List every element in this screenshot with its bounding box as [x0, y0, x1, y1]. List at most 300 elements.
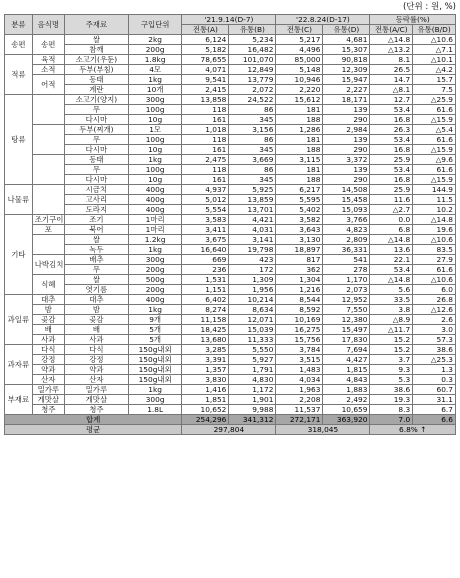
change-bd-cell: △7.1 — [413, 45, 456, 55]
trad-a-cell: 1,531 — [182, 275, 229, 285]
unit-cell: 400g — [128, 185, 181, 195]
trad-c-cell: 3,515 — [276, 355, 323, 365]
dist-b-cell: 1,172 — [229, 385, 276, 395]
unit-cell: 1kg — [128, 385, 181, 395]
dist-b-cell: 1,901 — [229, 395, 276, 405]
change-ac-cell: △14.8 — [370, 275, 413, 285]
change-bd-cell: △10.6 — [413, 35, 456, 45]
total-b: 341,312 — [229, 415, 276, 425]
change-bd-cell: 26.8 — [413, 295, 456, 305]
unit-cell: 1모 — [128, 125, 181, 135]
table-row — [5, 405, 456, 415]
trad-c-cell: 10,169 — [276, 315, 323, 325]
unit-cell: 10g — [128, 115, 181, 125]
unit-cell: 200g — [128, 45, 181, 55]
change-ac-cell: △8.1 — [370, 85, 413, 95]
trad-c-cell: 1,483 — [276, 365, 323, 375]
unit-cell: 150g내외 — [128, 375, 181, 385]
change-ac-cell: 25.9 — [370, 185, 413, 195]
trad-c-cell: 15,756 — [276, 335, 323, 345]
trad-a-cell: 6,402 — [182, 295, 229, 305]
change-bd-cell: 61.6 — [413, 165, 456, 175]
category-cell: 나물류 — [5, 185, 33, 215]
dist-b-cell: 5,234 — [229, 35, 276, 45]
change-bd-cell: 2.6 — [413, 315, 456, 325]
change-bd-cell: 61.6 — [413, 105, 456, 115]
category-cell: 부재료 — [5, 385, 33, 415]
ingredient-cell: 다시마 — [64, 115, 128, 125]
ingredient-cell: 다시마 — [64, 175, 128, 185]
header-trad-c: 전통(C) — [276, 25, 323, 35]
dist-b-cell: 345 — [229, 115, 276, 125]
table-row — [5, 135, 456, 145]
trad-a-cell: 161 — [182, 175, 229, 185]
change-bd-cell: 31.1 — [413, 395, 456, 405]
dist-b-cell: 5,925 — [229, 185, 276, 195]
dist-d-cell: 1,815 — [323, 365, 370, 375]
change-bd-cell: 11.5 — [413, 195, 456, 205]
dist-b-cell: 3,141 — [229, 235, 276, 245]
unit-cell: 150g내외 — [128, 345, 181, 355]
change-ac-cell: 22.1 — [370, 255, 413, 265]
trad-a-cell: 3,285 — [182, 345, 229, 355]
dist-d-cell: 2,809 — [323, 235, 370, 245]
food-cell: 포 — [32, 225, 64, 235]
unit-cell: 200g — [128, 265, 181, 275]
ingredient-cell: 무 — [64, 135, 128, 145]
change-bd-cell: 57.3 — [413, 335, 456, 345]
table-row — [5, 345, 456, 355]
change-ac-cell: 14.7 — [370, 75, 413, 85]
table-row — [5, 95, 456, 105]
food-cell: 조기구이 — [32, 215, 64, 225]
header-trad-a: 전통(A) — [182, 25, 229, 35]
change-bd-cell: 6.7 — [413, 405, 456, 415]
dist-d-cell: 4,823 — [323, 225, 370, 235]
change-ac-cell: 13.6 — [370, 245, 413, 255]
trad-a-cell: 1,357 — [182, 365, 229, 375]
ingredient-cell: 참깨 — [64, 45, 128, 55]
dist-b-cell: 86 — [229, 165, 276, 175]
category-cell: 탕류 — [5, 95, 33, 185]
dist-d-cell: 139 — [323, 135, 370, 145]
table-row — [5, 45, 456, 55]
food-cell: 강정 — [32, 355, 64, 365]
header-dist-b: 유통(B) — [229, 25, 276, 35]
unit-cell: 150g내외 — [128, 365, 181, 375]
change-bd-cell: △10.1 — [413, 55, 456, 65]
change-bd-cell: 19.6 — [413, 225, 456, 235]
trad-a-cell: 5,182 — [182, 45, 229, 55]
trad-c-cell: 10,946 — [276, 75, 323, 85]
category-cell: 적류 — [5, 55, 33, 95]
food-cell — [32, 95, 64, 125]
ingredient-cell: 무 — [64, 265, 128, 275]
table-row — [5, 195, 456, 205]
ingredient-cell: 무 — [64, 165, 128, 175]
dist-d-cell: 139 — [323, 105, 370, 115]
change-bd-cell: △15.9 — [413, 115, 456, 125]
dist-b-cell: 12,071 — [229, 315, 276, 325]
dist-d-cell: 278 — [323, 265, 370, 275]
trad-c-cell: 4,034 — [276, 375, 323, 385]
header-trad-ac: 전통(A/C) — [370, 25, 413, 35]
trad-a-cell: 18,425 — [182, 325, 229, 335]
unit-cell: 1마리 — [128, 215, 181, 225]
food-cell — [32, 125, 64, 155]
dist-b-cell: 15,039 — [229, 325, 276, 335]
unit-cell: 1kg — [128, 245, 181, 255]
ingredient-cell: 두부(부침) — [64, 65, 128, 75]
unit-cell: 100g — [128, 135, 181, 145]
trad-c-cell: 3,130 — [276, 235, 323, 245]
trad-c-cell: 8,592 — [276, 305, 323, 315]
dist-d-cell: 17,830 — [323, 335, 370, 345]
change-bd-cell: 38.6 — [413, 345, 456, 355]
unit-cell: 300g — [128, 95, 181, 105]
ingredient-cell: 녹두 — [64, 245, 128, 255]
unit-cell: 400g — [128, 195, 181, 205]
trad-c-cell: 362 — [276, 265, 323, 275]
ingredient-cell: 쌀 — [64, 35, 128, 45]
ingredient-cell: 다식 — [64, 345, 128, 355]
food-cell: 식혜 — [32, 275, 64, 295]
unit-cell: 1.8kg — [128, 55, 181, 65]
dist-d-cell: 1,170 — [323, 275, 370, 285]
dist-b-cell: 4,421 — [229, 215, 276, 225]
food-cell: 어적 — [32, 75, 64, 95]
table-row — [5, 65, 456, 75]
change-bd-cell: 0.3 — [413, 375, 456, 385]
ingredient-cell: 약과 — [64, 365, 128, 375]
change-ac-cell: 38.6 — [370, 385, 413, 395]
change-ac-cell: 16.8 — [370, 145, 413, 155]
trad-c-cell: 181 — [276, 135, 323, 145]
dist-d-cell: 15,093 — [323, 205, 370, 215]
unit-cell: 1마리 — [128, 225, 181, 235]
change-ac-cell: 6.8 — [370, 225, 413, 235]
dist-b-cell: 24,522 — [229, 95, 276, 105]
ingredient-cell: 쌀 — [64, 275, 128, 285]
header-period1: '21.9.14(D-7) — [182, 15, 276, 25]
dist-b-cell: 172 — [229, 265, 276, 275]
change-ac-cell: 26.5 — [370, 65, 413, 75]
change-ac-cell: △13.2 — [370, 45, 413, 55]
dist-d-cell: 12,380 — [323, 315, 370, 325]
change-bd-cell: △4.2 — [413, 65, 456, 75]
dist-d-cell: 15,947 — [323, 75, 370, 85]
trad-c-cell: 2,220 — [276, 85, 323, 95]
change-bd-cell: 3.0 — [413, 325, 456, 335]
ingredient-cell: 게맛살 — [64, 395, 128, 405]
ingredient-cell: 계란 — [64, 85, 128, 95]
ingredient-cell: 배 — [64, 325, 128, 335]
trad-c-cell: 1,304 — [276, 275, 323, 285]
category-cell: 기타 — [5, 215, 33, 295]
total-a: 254,296 — [182, 415, 229, 425]
table-row — [5, 335, 456, 345]
change-ac-cell: 53.4 — [370, 135, 413, 145]
trad-c-cell: 2,208 — [276, 395, 323, 405]
dist-d-cell: 139 — [323, 165, 370, 175]
header-dist-bd: 유통(B/D) — [413, 25, 456, 35]
food-cell: 다식 — [32, 345, 64, 355]
ingredient-cell: 무 — [64, 105, 128, 115]
food-cell: 배 — [32, 325, 64, 335]
change-ac-cell: △11.7 — [370, 325, 413, 335]
total-bd: 6.6 — [413, 415, 456, 425]
dist-b-cell: 4,830 — [229, 375, 276, 385]
trad-a-cell: 161 — [182, 145, 229, 155]
food-cell — [32, 185, 64, 215]
table-row — [5, 325, 456, 335]
table-row — [5, 165, 456, 175]
dist-b-cell: 1,309 — [229, 275, 276, 285]
change-bd-cell: 6.0 — [413, 285, 456, 295]
dist-d-cell: 18,171 — [323, 95, 370, 105]
ingredient-cell: 대추 — [64, 295, 128, 305]
unit-cell: 10개 — [128, 85, 181, 95]
trad-a-cell: 3,411 — [182, 225, 229, 235]
change-bd-cell: 83.5 — [413, 245, 456, 255]
unit-cell: 100g — [128, 105, 181, 115]
ingredient-cell: 밤 — [64, 305, 128, 315]
unit-cell: 9개 — [128, 315, 181, 325]
unit-cell: 1.2kg — [128, 235, 181, 245]
dist-b-cell: 13,701 — [229, 205, 276, 215]
dist-b-cell: 4,031 — [229, 225, 276, 235]
table-row — [5, 275, 456, 285]
dist-b-cell: 1,956 — [229, 285, 276, 295]
change-bd-cell: 27.9 — [413, 255, 456, 265]
header-food: 음식명 — [32, 15, 64, 35]
trad-c-cell: 11,537 — [276, 405, 323, 415]
trad-a-cell: 236 — [182, 265, 229, 275]
dist-b-cell: 3,669 — [229, 155, 276, 165]
unit-label: (단위 : 원, %) — [402, 2, 456, 12]
food-cell — [32, 235, 64, 255]
dist-d-cell: 2,984 — [323, 125, 370, 135]
table-row — [5, 395, 456, 405]
change-ac-cell: 3.8 — [370, 305, 413, 315]
ingredient-cell: 청주 — [64, 405, 128, 415]
dist-b-cell: 8,634 — [229, 305, 276, 315]
trad-a-cell: 11,158 — [182, 315, 229, 325]
trad-a-cell: 1,416 — [182, 385, 229, 395]
ingredient-cell: 곶감 — [64, 315, 128, 325]
dist-b-cell: 16,482 — [229, 45, 276, 55]
change-bd-cell: 7.5 — [413, 85, 456, 95]
average-row — [5, 425, 456, 435]
trad-a-cell: 669 — [182, 255, 229, 265]
trad-a-cell: 5,012 — [182, 195, 229, 205]
dist-d-cell: 15,497 — [323, 325, 370, 335]
trad-a-cell: 118 — [182, 165, 229, 175]
dist-b-cell: 12,849 — [229, 65, 276, 75]
dist-d-cell: 90,818 — [323, 55, 370, 65]
change-bd-cell: △14.8 — [413, 215, 456, 225]
unit-cell: 1kg — [128, 155, 181, 165]
table-row — [5, 295, 456, 305]
table-row — [5, 225, 456, 235]
trad-c-cell: 817 — [276, 255, 323, 265]
unit-cell: 10g — [128, 145, 181, 155]
trad-c-cell: 188 — [276, 145, 323, 155]
ingredient-cell: 사과 — [64, 335, 128, 345]
trad-a-cell: 118 — [182, 135, 229, 145]
ingredient-cell: 동태 — [64, 75, 128, 85]
table-row — [5, 175, 456, 185]
dist-b-cell: 2,072 — [229, 85, 276, 95]
dist-d-cell: 3,766 — [323, 215, 370, 225]
unit-cell: 1.8L — [128, 405, 181, 415]
change-ac-cell: 5.3 — [370, 375, 413, 385]
unit-cell: 1kg — [128, 75, 181, 85]
dist-d-cell: 541 — [323, 255, 370, 265]
category-cell: 과자류 — [5, 345, 33, 385]
trad-a-cell: 2,415 — [182, 85, 229, 95]
dist-b-cell: 19,798 — [229, 245, 276, 255]
unit-cell: 300g — [128, 395, 181, 405]
total-row — [5, 415, 456, 425]
food-cell: 약과 — [32, 365, 64, 375]
change-ac-cell: △8.9 — [370, 315, 413, 325]
unit-cell: 150g내외 — [128, 355, 181, 365]
dist-d-cell: 2,492 — [323, 395, 370, 405]
trad-c-cell: 15,612 — [276, 95, 323, 105]
trad-a-cell: 13,680 — [182, 335, 229, 345]
dist-b-cell: 10,214 — [229, 295, 276, 305]
ingredient-cell: 다시마 — [64, 145, 128, 155]
change-ac-cell: 3.7 — [370, 355, 413, 365]
food-cell: 산자 — [32, 375, 64, 385]
food-cell: 사과 — [32, 335, 64, 345]
food-cell: 밀가루 — [32, 385, 64, 395]
change-ac-cell: 8.3 — [370, 405, 413, 415]
category-cell: 과일류 — [5, 295, 33, 345]
table-row — [5, 255, 456, 265]
total-c: 272,171 — [276, 415, 323, 425]
ingredient-cell: 소고기(우둔) — [64, 55, 128, 65]
change-ac-cell: 15.2 — [370, 345, 413, 355]
trad-a-cell: 13,858 — [182, 95, 229, 105]
change-ac-cell: 0.0 — [370, 215, 413, 225]
table-row — [5, 155, 456, 165]
table-row — [5, 235, 456, 245]
unit-cell: 100g — [128, 165, 181, 175]
trad-a-cell: 1,851 — [182, 395, 229, 405]
header-unit: 구입단위 — [128, 15, 181, 35]
trad-a-cell: 2,475 — [182, 155, 229, 165]
unit-cell: 400g — [128, 205, 181, 215]
trad-a-cell: 3,391 — [182, 355, 229, 365]
ingredient-cell: 시금치 — [64, 185, 128, 195]
change-ac-cell: 16.8 — [370, 175, 413, 185]
change-ac-cell: △2.7 — [370, 205, 413, 215]
food-cell: 송편 — [32, 35, 64, 55]
table-row — [5, 75, 456, 85]
trad-a-cell: 3,675 — [182, 235, 229, 245]
ingredient-cell: 소고기(양지) — [64, 95, 128, 105]
change-ac-cell: 33.5 — [370, 295, 413, 305]
ingredient-cell: 강정 — [64, 355, 128, 365]
trad-a-cell: 78,655 — [182, 55, 229, 65]
dist-d-cell: 4,843 — [323, 375, 370, 385]
change-ac-cell: 12.7 — [370, 95, 413, 105]
dist-d-cell: 4,427 — [323, 355, 370, 365]
trad-a-cell: 1,151 — [182, 285, 229, 295]
dist-b-cell: 13,779 — [229, 75, 276, 85]
table-row — [5, 355, 456, 365]
dist-d-cell: 36,331 — [323, 245, 370, 255]
trad-c-cell: 188 — [276, 115, 323, 125]
change-ac-cell: 53.4 — [370, 165, 413, 175]
category-cell: 송편 — [5, 35, 33, 55]
food-cell: 소적 — [32, 65, 64, 75]
trad-c-cell: 16,275 — [276, 325, 323, 335]
change-bd-cell: △25.3 — [413, 355, 456, 365]
change-bd-cell: △10.6 — [413, 275, 456, 285]
dist-b-cell: 5,550 — [229, 345, 276, 355]
trad-c-cell: 6,217 — [276, 185, 323, 195]
unit-cell: 10g — [128, 175, 181, 185]
dist-b-cell: 9,988 — [229, 405, 276, 415]
ingredient-cell: 산자 — [64, 375, 128, 385]
dist-b-cell: 1,791 — [229, 365, 276, 375]
trad-a-cell: 4,937 — [182, 185, 229, 195]
dist-b-cell: 345 — [229, 145, 276, 155]
trad-c-cell: 3,115 — [276, 155, 323, 165]
change-bd-cell: △15.9 — [413, 175, 456, 185]
header-category: 분류 — [5, 15, 33, 35]
change-bd-cell: △15.9 — [413, 145, 456, 155]
dist-b-cell: 5,927 — [229, 355, 276, 365]
table-row — [5, 375, 456, 385]
change-ac-cell: △14.8 — [370, 35, 413, 45]
trad-a-cell: 8,274 — [182, 305, 229, 315]
food-cell: 대추 — [32, 295, 64, 305]
dist-d-cell: 2,227 — [323, 85, 370, 95]
change-ac-cell: 16.8 — [370, 115, 413, 125]
trad-a-cell: 3,830 — [182, 375, 229, 385]
trad-c-cell: 1,286 — [276, 125, 323, 135]
dist-d-cell: 2,073 — [323, 285, 370, 295]
change-ac-cell: 53.4 — [370, 265, 413, 275]
dist-b-cell: 86 — [229, 135, 276, 145]
dist-b-cell: 3,156 — [229, 125, 276, 135]
change-bd-cell: 61.6 — [413, 265, 456, 275]
table-row — [5, 85, 456, 95]
change-bd-cell: 10.2 — [413, 205, 456, 215]
unit-cell: 5개 — [128, 335, 181, 345]
table-row — [5, 245, 456, 255]
trad-c-cell: 181 — [276, 165, 323, 175]
price-table — [4, 14, 456, 435]
dist-d-cell: 1,883 — [323, 385, 370, 395]
table-row — [5, 215, 456, 225]
food-cell: 나박김치 — [32, 255, 64, 275]
change-ac-cell: 26.3 — [370, 125, 413, 135]
table-row — [5, 125, 456, 135]
dist-d-cell: 290 — [323, 115, 370, 125]
dist-d-cell: 7,550 — [323, 305, 370, 315]
dist-b-cell: 86 — [229, 105, 276, 115]
change-ac-cell: 25.9 — [370, 155, 413, 165]
trad-a-cell: 9,541 — [182, 75, 229, 85]
trad-c-cell: 18,897 — [276, 245, 323, 255]
change-ac-cell: 15.2 — [370, 335, 413, 345]
trad-c-cell: 5,595 — [276, 195, 323, 205]
